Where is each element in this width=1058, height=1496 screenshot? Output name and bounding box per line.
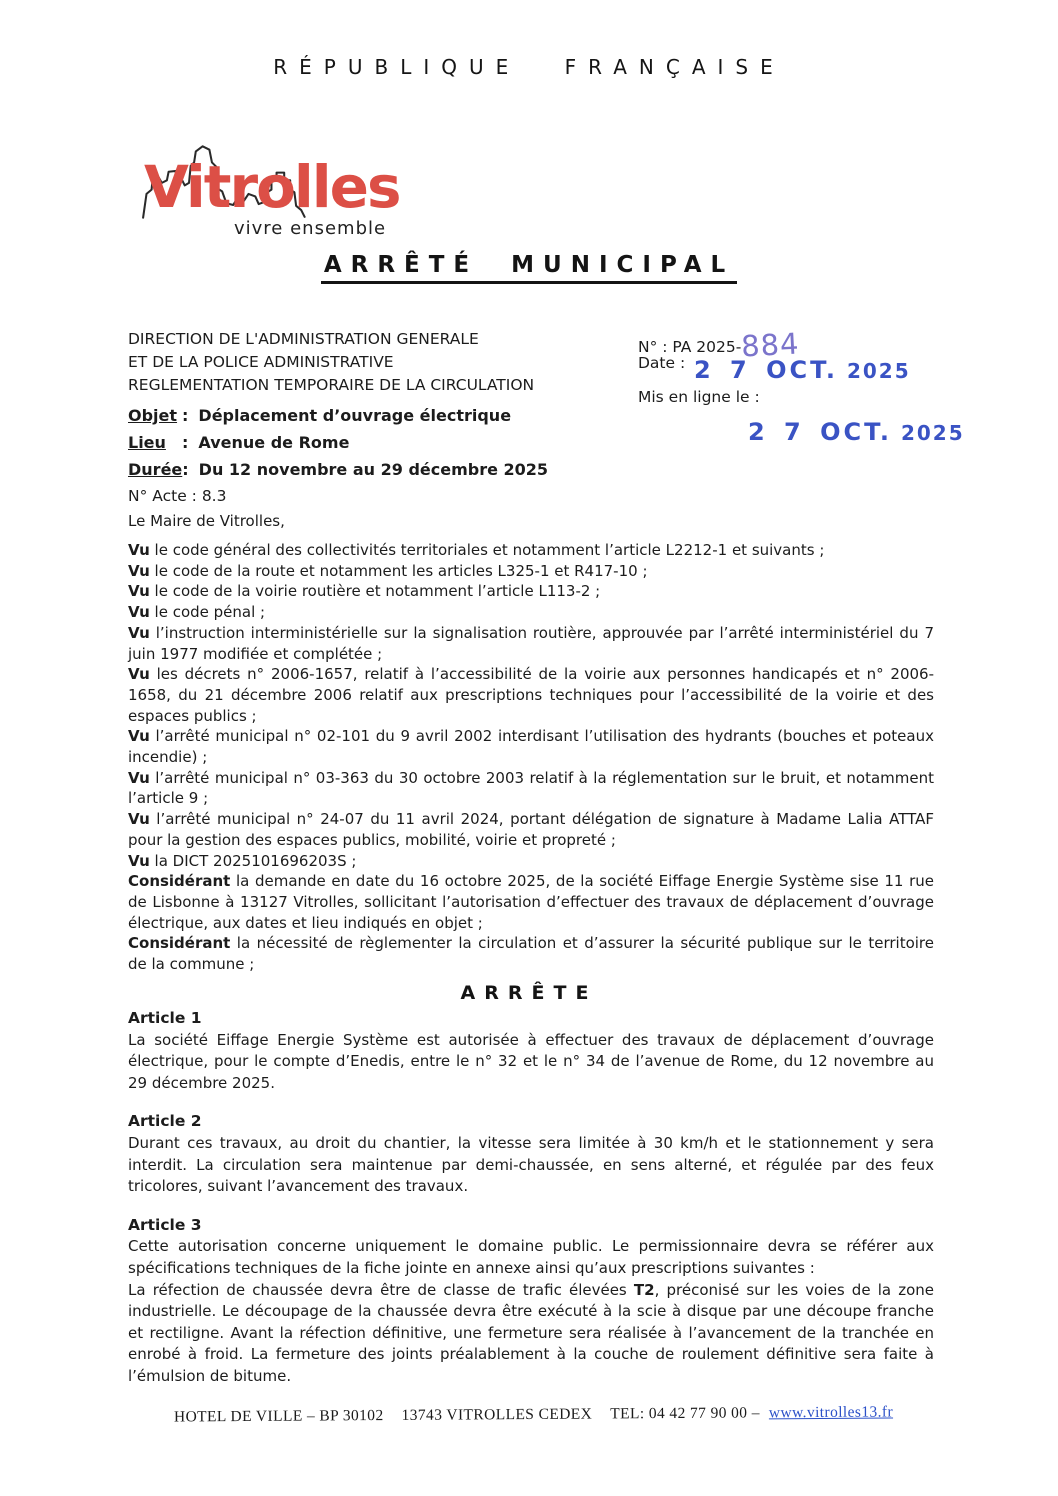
meta-block [638, 326, 965, 446]
recital: Considérant la demande en date du 16 octobre 2025, de la société Eiffage Energie Système sise 11 rue de Lisbonne à 13127 Vitrolles, sollicitant l’autorisation d’effectuer des travaux de déplacement d’ouvrage électrique, aux dates et lieu indiqués en objet ; [128, 872, 934, 932]
number-label: N° : PA 2025- [638, 338, 742, 356]
recital: Considérant la nécessité de règlementer la circulation et d’assurer la sécurité publique sur le territoire de la commune ; [128, 934, 934, 974]
arrete-heading: ARRÊTE [460, 982, 598, 1004]
recital: Vu l’instruction interministérielle sur la signalisation routière, approuvée par l’arrêté interministériel du 7 juin 1977 modifiée et complétée ; [128, 623, 934, 663]
direction-line: ET DE LA POLICE ADMINISTRATIVE [128, 353, 394, 371]
footer-city: 13743 VITROLLES CEDEX [401, 1405, 593, 1424]
acte-number: N° Acte : 8.3 [128, 487, 227, 505]
date-label: Date : [638, 354, 686, 372]
lieu-value: Avenue de Rome [198, 433, 350, 452]
republique-header: RÉPUBLIQUE FRANÇAISE [273, 55, 785, 79]
recitals-block [128, 540, 934, 975]
logo-wordmark: Vitrolles [144, 153, 400, 221]
recital: Vu le code général des collectivités territoriales et notamment l’article L2212-1 et suivants ; [128, 541, 825, 559]
recital: Vu l’arrêté municipal n° 02-101 du 9 avril 2002 interdisant l’utilisation des hydrants (bouches et poteaux incendie) ; [128, 727, 934, 767]
article-1-body: La société Eiffage Energie Système est autorisée à effectuer des travaux de déplacement d’ouvrage électrique, pour le compte d’Enedis, entre le n° 32 et le n° 34 de l’avenue de Rome, du 12 novembre au 29 décembre 2025. [128, 1030, 934, 1092]
articles-block [128, 1008, 934, 1388]
footer-address: HOTEL DE VILLE – BP 30102 [173, 1407, 384, 1426]
duree-label: Durée [128, 460, 183, 479]
logo-tagline: vivre ensemble [234, 218, 387, 239]
footer-link[interactable]: www.vitrolles13.fr [768, 1403, 894, 1422]
article-2-heading: Article 2 [128, 1112, 202, 1131]
recital: Vu les décrets n° 2006-1657, relatif à l’accessibilité de la voirie aux personnes handicapés et n° 2006-1658, du 21 décembre 2006 relatif aux prescriptions techniques pour l’accessibilité de la voirie et des espaces publics ; [128, 665, 934, 725]
lieu-label: Lieu [128, 433, 166, 452]
article-3-body: Cette autorisation concerne uniquement le domaine public. Le permissionnaire devra se référer aux spécifications techniques de la fiche jointe en annexe ainsi qu’aux prescriptions suivantes : La réfection de chaussée devra être de classe de trafic élevées T2, préconisé sur les voies de la zone industrielle. Le découpage de la chaussée devra être exécuté à la scie à disque par une découpe franche et rectiligne. Avant la réfection définitive, une fermeture sera réalisée à l’avancement de la tranchée en enrobé à froid. La fermeture des joints préalablement à la couche de roulement définitive sera faite à l’émulsion de bitume. [128, 1237, 934, 1385]
online-label: Mis en ligne le : [638, 388, 760, 406]
footer-phone: TEL: 04 42 77 90 00 – [610, 1404, 760, 1423]
recital: Vu le code de la voirie routière et notamment l’article L113-2 ; [128, 582, 601, 601]
footer [0, 1402, 1058, 1427]
objet-value: Déplacement d’ouvrage électrique [198, 406, 512, 425]
recital: Vu le code pénal ; [128, 603, 266, 622]
article-2-body: Durant ces travaux, au droit du chantier, la vitesse sera limitée à 30 km/h et le stationnement y sera interdit. La circulation sera maintenue par demi-chaussée, en sens alterné, et régulée par des feux tricolores, suivant l’avancement des travaux. [128, 1133, 934, 1196]
subject-block: Objet : Déplacement d’ouvrage électrique Lieu : Avenue de Rome Durée: Du 12 novembre au 29 décembre 2025 N° Acte : 8.3 [128, 402, 548, 510]
recital: Vu l’arrêté municipal n° 24-07 du 11 avril 2024, portant délégation de signature à Madame Lalia ATTAF pour la gestion des espaces publics, mobilité, voirie et propreté ; [128, 810, 934, 849]
salutation: Le Maire de Vitrolles, [128, 512, 285, 530]
recital: Vu l’arrêté municipal n° 03-363 du 30 octobre 2003 relatif à la réglementation sur le bruit, et notamment l’article 9 ; [128, 768, 934, 808]
article-1-heading: Article 1 [128, 1009, 202, 1027]
direction-block [128, 328, 534, 397]
recital: Vu la DICT 2025101696203S ; [128, 851, 357, 870]
date-stamp: 2 7 OCT. 2025 [694, 356, 911, 384]
document-title: ARRÊTÉ MUNICIPAL [321, 252, 737, 284]
objet-label: Objet [128, 406, 178, 425]
handwritten-number: 884 [740, 326, 801, 364]
vitrolles-logo [138, 136, 418, 246]
recital: Vu le code de la route et notamment les articles L325-1 et R417-10 ; [128, 561, 648, 580]
online-stamp: 2 7 OCT. 2025 [748, 418, 965, 446]
article-3-heading: Article 3 [128, 1215, 202, 1234]
duree-value: Du 12 novembre au 29 décembre 2025 [198, 460, 549, 479]
direction-line: REGLEMENTATION TEMPORAIRE DE LA CIRCULATION [128, 376, 535, 394]
direction-line: DIRECTION DE L'ADMINISTRATION GENERALE [128, 330, 479, 348]
